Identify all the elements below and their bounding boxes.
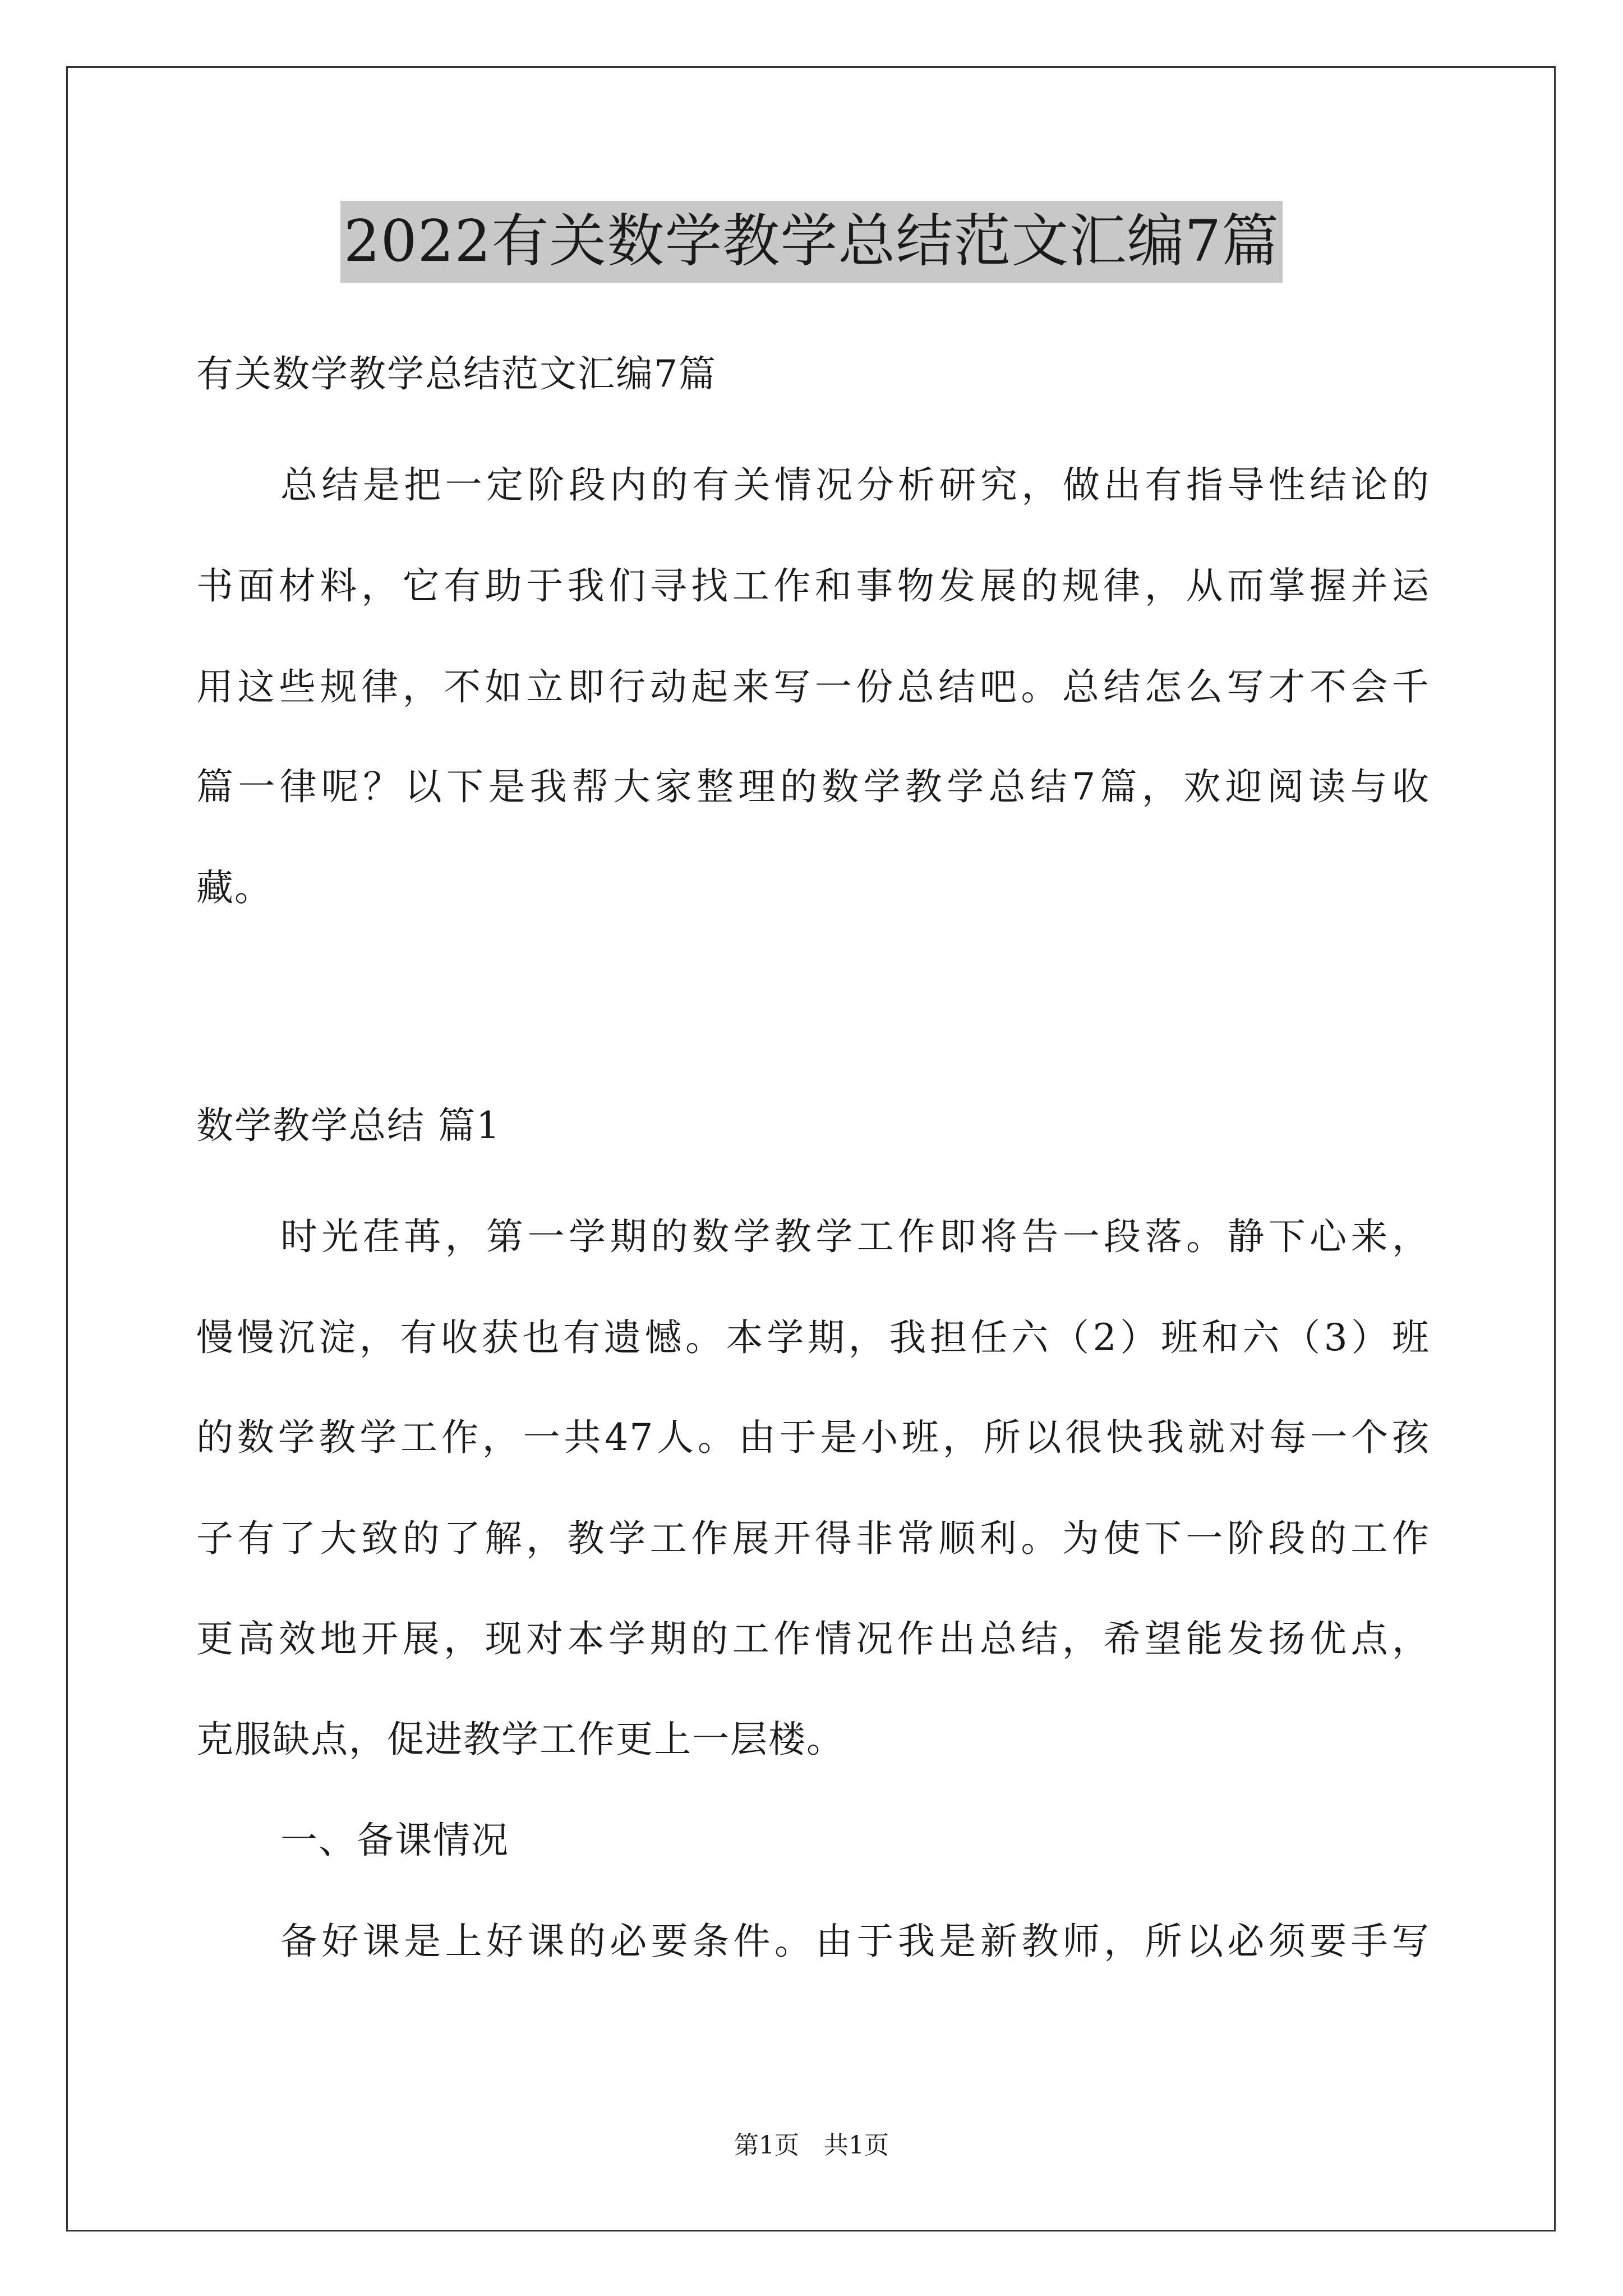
paragraph-last-line: 备好课是上好课的必要条件。由于我是新教师，所以必须要手写 (280, 1920, 1430, 1963)
intro-line-1: 总结是把一定阶段内的有关情况分析研究，做出有指导性结论的 (280, 463, 1430, 507)
section1-line-2: 慢慢沉淀，有收获也有遗憾。本学期，我担任六（2）班和六（3）班 (196, 1316, 1430, 1359)
intro-line-2: 书面材料，它有助于我们寻找工作和事物发展的规律，从而掌握并运 (196, 564, 1430, 608)
section1-line-6: 克服缺点，促进教学工作更上一层楼。 (196, 1718, 845, 1761)
section1-line-4: 子有了大致的了解，教学工作展开得非常顺利。为使下一阶段的工作 (196, 1517, 1430, 1560)
section-heading-1: 数学教学总结 篇1 (196, 1104, 501, 1147)
intro-line-5: 藏。 (196, 866, 273, 909)
document-title (0, 201, 1623, 285)
page-footer: 第1页 共1页 (734, 2131, 889, 2160)
intro-line-4: 篇一律呢？以下是我帮大家整理的数学教学总结7篇，欢迎阅读与收 (196, 765, 1430, 808)
section1-line-3: 的数学教学工作，一共47人。由于是小班，所以很快我就对每一个孩 (196, 1416, 1430, 1459)
subheading-prep: 一、备课情况 (280, 1819, 509, 1862)
intro-line-3: 用这些规律，不如立即行动起来写一份总结吧。总结怎么写才不会千 (196, 665, 1430, 708)
section1-line-1: 时光荏苒，第一学期的数学教学工作即将告一段落。静下心来， (280, 1215, 1430, 1258)
document-title-text: 2022有关数学教学总结范文汇编7篇 (340, 201, 1283, 283)
document-subtitle: 有关数学教学总结范文汇编7篇 (196, 352, 717, 395)
section1-line-5: 更高效地开展，现对本学期的工作情况作出总结，希望能发扬优点， (196, 1617, 1430, 1660)
